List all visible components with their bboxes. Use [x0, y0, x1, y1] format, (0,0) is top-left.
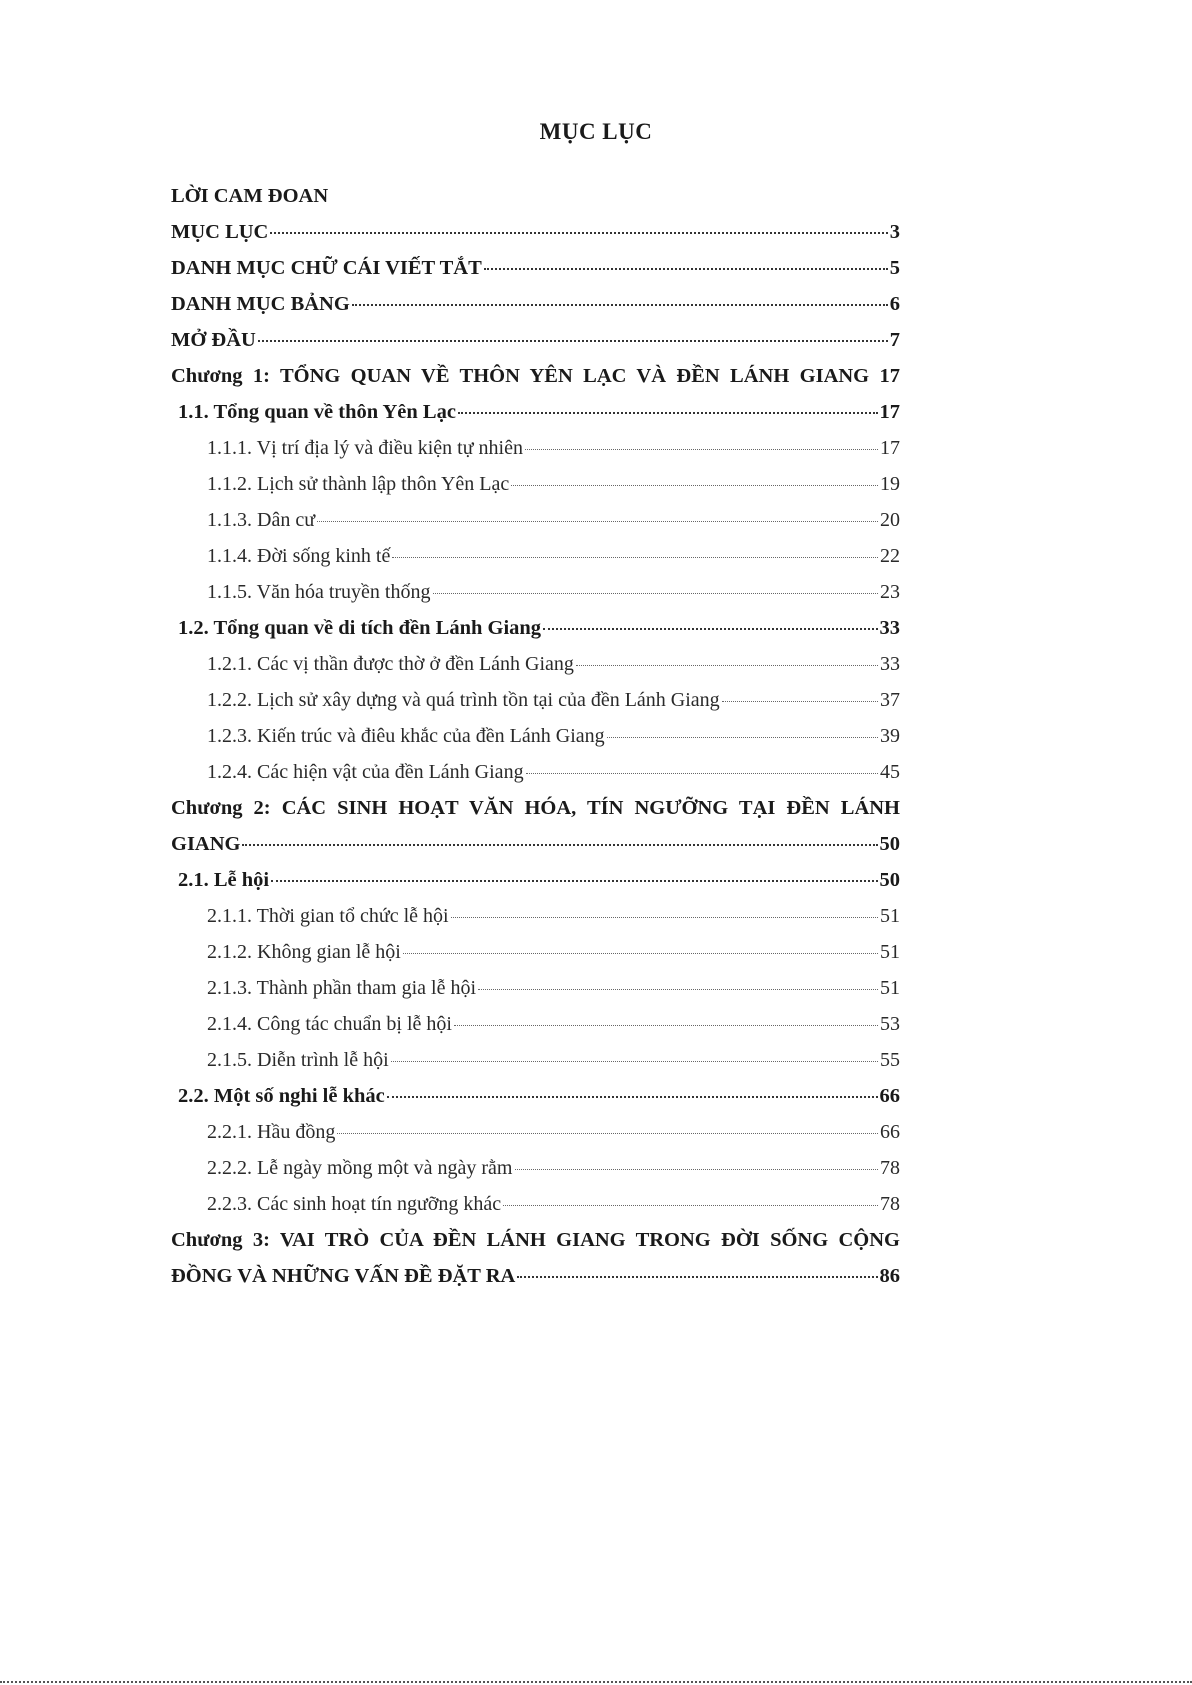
toc-dot-leader — [517, 1256, 877, 1278]
toc-dot-leader — [270, 212, 887, 234]
toc-page-number: 22 — [880, 545, 900, 567]
toc-dot-leader — [387, 1076, 878, 1098]
toc-dot-leader — [258, 320, 888, 342]
toc-entry-label: LỜI CAM ĐOAN — [171, 185, 329, 207]
toc-entry-label: DANH MỤC CHỮ CÁI VIẾT TẮT — [171, 257, 482, 279]
toc-entry-label: 1.1.1. Vị trí địa lý và điều kiện tự nhiên — [207, 437, 523, 459]
toc-page-number: 37 — [880, 689, 900, 711]
toc-entry-1-1-3-dan-cu — [171, 502, 900, 538]
toc-dot-leader — [484, 248, 888, 270]
toc-entry-label: ĐỒNG VÀ NHỮNG VẤN ĐỀ ĐẶT RA — [171, 1265, 516, 1287]
toc-page-number: 86 — [879, 1265, 900, 1287]
toc-entry-label: GIANG — [171, 833, 241, 855]
toc-entry-label: Chương 1: TỔNG QUAN VỀ THÔN YÊN LẠC VÀ ĐỀN LÁNH GIANG 17 — [171, 365, 900, 387]
toc-entry-2-1-2-khong-gian-le-hoi — [171, 934, 900, 970]
toc-dot-leader — [337, 1113, 878, 1134]
toc-entry-loi-cam-doan — [171, 178, 900, 214]
toc-entry-giang — [171, 826, 900, 862]
toc-entry-label: 2.1. Lễ hội — [178, 869, 270, 891]
toc-page-number: 7 — [889, 329, 900, 351]
toc-page-number: 51 — [880, 905, 900, 927]
toc-dot-leader — [458, 392, 878, 414]
toc-entry-label: 1.1. Tổng quan về thôn Yên Lạc — [178, 401, 456, 423]
toc-dot-leader — [515, 1149, 879, 1170]
toc-entry-1-1-4-doi-song-kinh-te — [171, 538, 900, 574]
toc-entry-label: 1.2. Tổng quan về di tích đền Lánh Giang — [178, 617, 542, 639]
toc-entry-label: 2.2.1. Hầu đồng — [207, 1121, 336, 1143]
toc-page-number: 19 — [880, 473, 900, 495]
toc-dot-leader — [607, 717, 878, 738]
toc-dot-leader — [403, 933, 878, 954]
toc-dot-leader — [543, 608, 877, 630]
toc-entry-2-2-3-cac-sinh-hoat-tin-nguong-khac — [171, 1186, 900, 1222]
toc-entry-label: 2.1.4. Công tác chuẩn bị lễ hội — [207, 1013, 452, 1035]
toc-dot-leader — [392, 537, 878, 558]
toc-entry-chuong-3-vai-tro-cua-den-lanh-giang-trong-doi-song — [171, 1222, 900, 1258]
page-bottom-border — [0, 1681, 1192, 1683]
toc-dot-leader — [526, 753, 878, 774]
page-title: MỤC LỤC — [539, 119, 653, 144]
toc-page-number: 20 — [880, 509, 900, 531]
toc-entry-label: 1.2.1. Các vị thần được thờ ở đền Lánh Giang — [207, 653, 574, 675]
toc-entry-1-2-tong-quan-ve-di-tich-den-lanh-giang — [171, 610, 900, 646]
toc-entry-danh-muc-chu-cai-viet-tat — [171, 250, 900, 286]
toc-entry-1-1-2-lich-su-thanh-lap-thon-yen-lac — [171, 466, 900, 502]
toc-page-number: 51 — [880, 977, 900, 999]
toc-dot-leader — [503, 1185, 878, 1206]
table-of-contents — [171, 178, 900, 1294]
toc-page-number: 51 — [880, 941, 900, 963]
toc-page-number: 33 — [879, 617, 900, 639]
toc-entry-label: 1.1.3. Dân cư — [207, 509, 316, 531]
toc-dot-leader — [433, 573, 879, 594]
toc-page-number: 23 — [880, 581, 900, 603]
toc-entry-2-1-5-dien-trinh-le-hoi — [171, 1042, 900, 1078]
toc-dot-leader — [576, 645, 878, 666]
toc-entry-dong-va-nhung-van-de-dat-ra — [171, 1258, 900, 1294]
toc-dot-leader — [478, 969, 878, 990]
toc-page-number: 78 — [880, 1157, 900, 1179]
toc-page-number: 66 — [879, 1085, 900, 1107]
toc-dot-leader — [242, 824, 877, 846]
toc-entry-1-1-tong-quan-ve-thon-yen-lac — [171, 394, 900, 430]
toc-entry-label: MỞ ĐẦU — [171, 329, 256, 351]
toc-entry-label: 2.2. Một số nghi lễ khác — [178, 1085, 385, 1107]
toc-page-number: 39 — [880, 725, 900, 747]
toc-page-number: 66 — [880, 1121, 900, 1143]
toc-dot-leader — [317, 501, 878, 522]
toc-dot-leader — [271, 860, 877, 882]
toc-page-number: 6 — [889, 293, 900, 315]
toc-page-number: 78 — [880, 1193, 900, 1215]
toc-entry-chuong-2-cac-sinh-hoat-van-hoa-tin-nguong-tai-den- — [171, 790, 900, 826]
toc-entry-2-2-1-hau-dong — [171, 1114, 900, 1150]
toc-dot-leader — [352, 284, 888, 306]
toc-page-number: 33 — [880, 653, 900, 675]
toc-entry-label: DANH MỤC BẢNG — [171, 293, 350, 315]
toc-entry-muc-luc — [171, 214, 900, 250]
toc-entry-label: 1.1.5. Văn hóa truyền thống — [207, 581, 431, 603]
toc-page-number: 55 — [880, 1049, 900, 1071]
toc-dot-leader — [451, 897, 878, 918]
toc-page-number: 50 — [879, 869, 900, 891]
toc-entry-label: 1.2.4. Các hiện vật của đền Lánh Giang — [207, 761, 524, 783]
toc-entry-label: Chương 3: VAI TRÒ CỦA ĐỀN LÁNH GIANG TRONG ĐỜI SỐNG CỘNG — [171, 1229, 900, 1251]
toc-page-number: 3 — [889, 221, 900, 243]
toc-entry-2-1-3-thanh-phan-tham-gia-le-hoi — [171, 970, 900, 1006]
toc-dot-leader — [511, 465, 878, 486]
toc-page-number: 53 — [880, 1013, 900, 1035]
toc-entry-danh-muc-bang — [171, 286, 900, 322]
toc-entry-label: 1.2.3. Kiến trúc và điêu khắc của đền Lánh Giang — [207, 725, 605, 747]
toc-entry-label: 2.2.3. Các sinh hoạt tín ngưỡng khác — [207, 1193, 502, 1215]
toc-entry-label: MỤC LỤC — [171, 221, 269, 243]
toc-page-number: 17 — [880, 437, 900, 459]
toc-entry-1-2-2-lich-su-xay-dung-va-qua-trinh-ton-tai-cua-de — [171, 682, 900, 718]
toc-dot-leader — [722, 681, 878, 702]
toc-entry-2-1-1-thoi-gian-to-chuc-le-hoi — [171, 898, 900, 934]
toc-page-number: 5 — [889, 257, 900, 279]
toc-page-number: 17 — [879, 401, 900, 423]
toc-entry-2-2-mot-so-nghi-le-khac — [171, 1078, 900, 1114]
toc-entry-chuong-1-tong-quan-ve-thon-yen-lac-va-den-lanh-gia — [171, 358, 900, 394]
toc-page-number: 45 — [880, 761, 900, 783]
toc-entry-1-2-4-cac-hien-vat-cua-den-lanh-giang — [171, 754, 900, 790]
toc-page-number: 50 — [879, 833, 900, 855]
toc-entry-label: 1.2.2. Lịch sử xây dựng và quá trình tồn tại của đền Lánh Giang — [207, 689, 720, 711]
toc-dot-leader — [391, 1041, 878, 1062]
toc-entry-label: 1.1.4. Đời sống kinh tế — [207, 545, 391, 567]
toc-entry-2-1-4-cong-tac-chuan-bi-le-hoi — [171, 1006, 900, 1042]
toc-entry-label: 2.1.3. Thành phần tham gia lễ hội — [207, 977, 477, 999]
toc-entry-1-1-1-vi-tri-dia-ly-va-dieu-kien-tu-nhien — [171, 430, 900, 466]
toc-entry-label: 1.1.2. Lịch sử thành lập thôn Yên Lạc — [207, 473, 510, 495]
toc-entry-1-2-1-cac-vi-than-duoc-tho-o-den-lanh-giang — [171, 646, 900, 682]
toc-entry-label: Chương 2: CÁC SINH HOẠT VĂN HÓA, TÍN NGƯỠNG TẠI ĐỀN LÁNH — [171, 797, 900, 819]
toc-dot-leader — [454, 1005, 878, 1026]
toc-entry-1-2-3-kien-truc-va-dieu-khac-cua-den-lanh-giang — [171, 718, 900, 754]
toc-dot-leader — [525, 429, 878, 450]
toc-entry-label: 2.2.2. Lễ ngày mồng một và ngày rằm — [207, 1157, 513, 1179]
toc-entry-1-1-5-van-hoa-truyen-thong — [171, 574, 900, 610]
toc-entry-2-1-le-hoi — [171, 862, 900, 898]
toc-entry-label: 2.1.5. Diễn trình lễ hội — [207, 1049, 389, 1071]
toc-entry-mo-dau — [171, 322, 900, 358]
toc-entry-2-2-2-le-ngay-mong-mot-va-ngay-ram — [171, 1150, 900, 1186]
toc-entry-label: 2.1.1. Thời gian tổ chức lễ hội — [207, 905, 449, 927]
toc-entry-label: 2.1.2. Không gian lễ hội — [207, 941, 401, 963]
